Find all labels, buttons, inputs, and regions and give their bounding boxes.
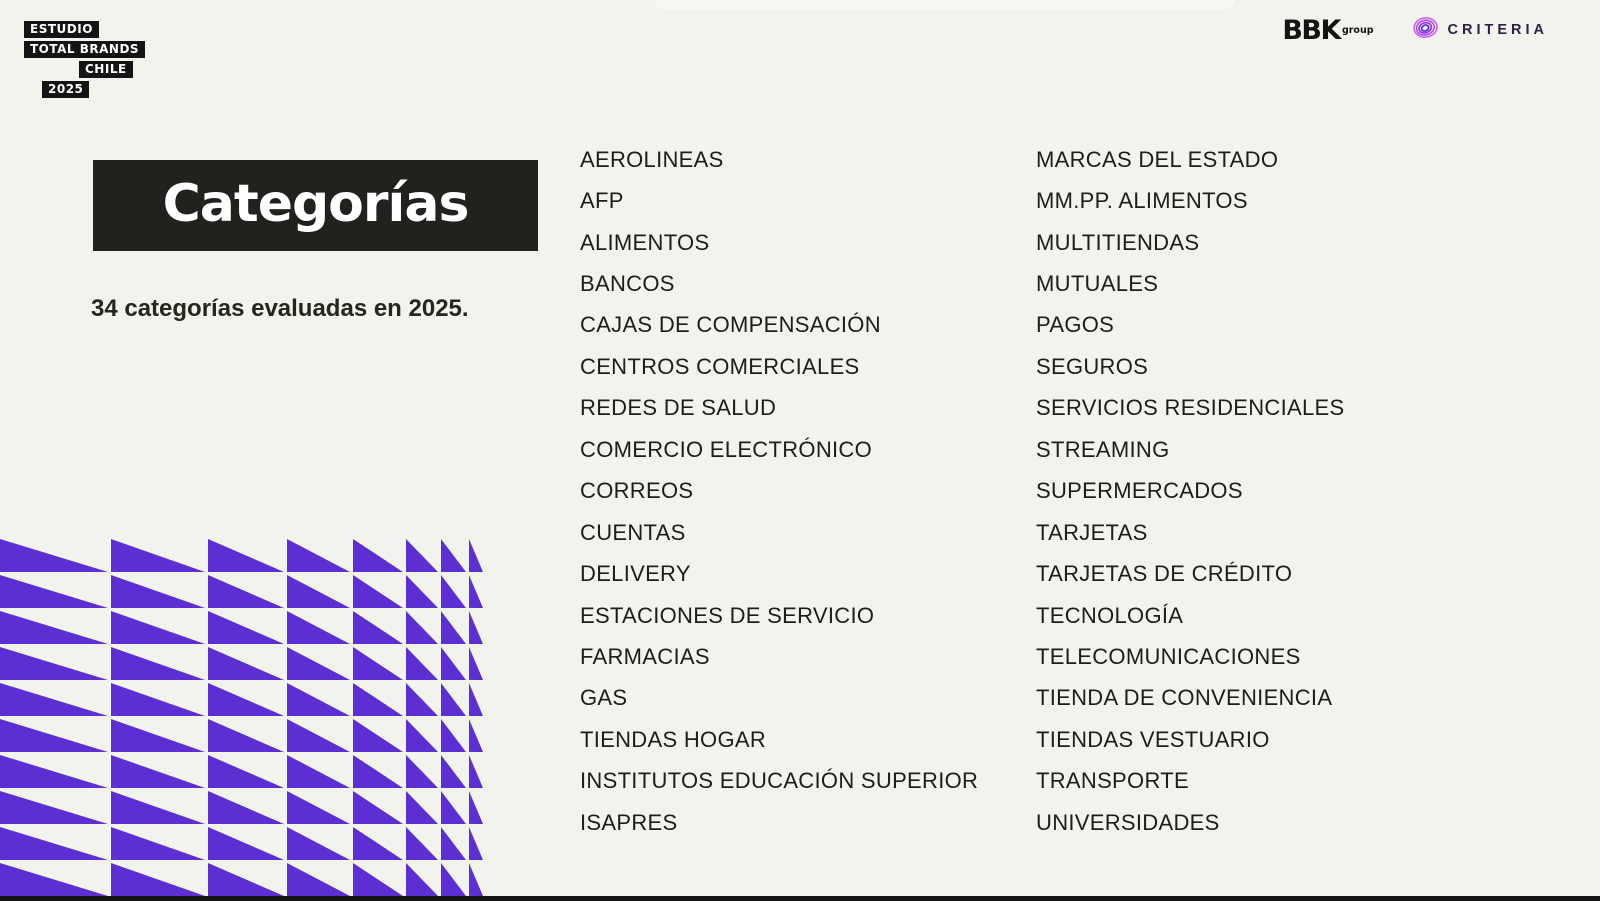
triangle-shape — [0, 683, 108, 716]
category-item: MM.PP. ALIMENTOS — [1036, 188, 1248, 214]
triangle-shape — [208, 827, 284, 860]
triangle-shape — [111, 575, 205, 608]
triangle-shape — [208, 755, 284, 788]
triangle-shape — [287, 575, 350, 608]
triangle-shape — [406, 539, 438, 572]
category-item: TELECOMUNICACIONES — [1036, 643, 1301, 669]
category-item: CAJAS DE COMPENSACIÓN — [580, 312, 881, 338]
triangle-shape — [406, 755, 438, 788]
category-item: AFP — [580, 188, 624, 214]
triangle-shape — [441, 683, 466, 716]
triangle-shape — [406, 647, 438, 680]
triangle-shape — [469, 611, 483, 644]
triangle-shape — [0, 755, 108, 788]
triangle-shape — [406, 791, 438, 824]
triangle-shape — [441, 647, 466, 680]
triangle-shape — [441, 719, 466, 752]
triangle-shape — [353, 755, 403, 788]
badge-2025: 2025 — [42, 81, 89, 98]
category-item: SEGUROS — [1036, 353, 1149, 379]
triangle-shape — [441, 575, 466, 608]
category-item: AEROLINEAS — [580, 146, 724, 172]
category-item: TRANSPORTE — [1036, 768, 1189, 794]
triangle-shape — [287, 539, 350, 572]
categories-column-right — [1036, 139, 1496, 843]
triangle-shape — [441, 755, 466, 788]
category-item: DELIVERY — [580, 561, 691, 587]
category-item: ALIMENTOS — [580, 229, 710, 255]
triangle-shape — [208, 719, 284, 752]
bbk-group-logo — [1282, 14, 1374, 46]
triangle-shape — [111, 863, 205, 896]
triangle-shape — [208, 791, 284, 824]
bbk-logo-suffix: group — [1341, 24, 1374, 36]
triangle-shape — [0, 719, 108, 752]
category-item: CENTROS COMERCIALES — [580, 353, 860, 379]
triangle-shape — [353, 791, 403, 824]
triangle-shape — [287, 791, 350, 824]
category-item: FARMACIAS — [580, 643, 710, 669]
triangle-shape — [111, 791, 205, 824]
triangle-shape — [469, 827, 483, 860]
triangle-shape — [353, 863, 403, 896]
triangle-pattern-decoration — [0, 536, 486, 896]
category-item: UNIVERSIDADES — [1036, 809, 1220, 835]
triangle-shape — [406, 575, 438, 608]
triangle-shape — [208, 611, 284, 644]
category-item: TARJETAS DE CRÉDITO — [1036, 561, 1293, 587]
category-item: TIENDAS VESTUARIO — [1036, 726, 1270, 752]
triangle-shape — [287, 719, 350, 752]
category-item: SUPERMERCADOS — [1036, 478, 1243, 504]
triangle-shape — [0, 647, 108, 680]
triangle-shape — [0, 611, 108, 644]
triangle-shape — [441, 791, 466, 824]
triangle-shape — [287, 863, 350, 896]
triangle-shape — [469, 863, 483, 896]
badge-chile: CHILE — [79, 61, 133, 78]
triangle-shape — [353, 539, 403, 572]
triangle-shape — [441, 827, 466, 860]
triangle-shape — [111, 539, 205, 572]
category-item: ESTACIONES DE SERVICIO — [580, 602, 875, 628]
category-item: INSTITUTOS EDUCACIÓN SUPERIOR — [580, 768, 979, 794]
triangle-shape — [287, 683, 350, 716]
criteria-logo-text: CRITERIA — [1447, 22, 1548, 38]
triangle-shape — [469, 647, 483, 680]
triangle-shape — [406, 863, 438, 896]
criteria-rings-icon — [1412, 14, 1439, 46]
triangle-shape — [469, 539, 483, 572]
triangle-shape — [0, 791, 108, 824]
category-item: MULTITIENDAS — [1036, 229, 1200, 255]
triangle-shape — [208, 683, 284, 716]
triangle-shape — [0, 539, 108, 572]
triangle-shape — [406, 827, 438, 860]
triangle-shape — [208, 575, 284, 608]
triangle-shape — [287, 755, 350, 788]
triangle-shape — [353, 683, 403, 716]
triangle-shape — [469, 683, 483, 716]
category-item: MARCAS DEL ESTADO — [1036, 146, 1279, 172]
category-item: TIENDAS HOGAR — [580, 726, 767, 752]
triangle-shape — [353, 575, 403, 608]
triangle-shape — [0, 827, 108, 860]
triangle-shape — [208, 539, 284, 572]
triangle-shape — [469, 719, 483, 752]
category-item: REDES DE SALUD — [580, 395, 777, 421]
triangle-shape — [441, 539, 466, 572]
triangle-shape — [353, 827, 403, 860]
triangle-shape — [469, 755, 483, 788]
triangle-shape — [469, 575, 483, 608]
triangle-shape — [353, 719, 403, 752]
triangle-shape — [111, 647, 205, 680]
triangle-shape — [406, 719, 438, 752]
category-item: STREAMING — [1036, 436, 1170, 462]
category-item: PAGOS — [1036, 312, 1115, 338]
badge-estudio: ESTUDIO — [24, 21, 99, 38]
window-top-strip — [655, 0, 1235, 9]
category-item: CORREOS — [580, 478, 694, 504]
criteria-logo — [1412, 14, 1548, 46]
category-item: TARJETAS — [1036, 519, 1148, 545]
triangle-shape — [111, 719, 205, 752]
bottom-bar — [0, 896, 1600, 901]
triangle-shape — [287, 827, 350, 860]
triangle-shape — [353, 611, 403, 644]
header-logos — [1282, 14, 1548, 46]
bbk-logo-text: BBK — [1282, 14, 1340, 46]
category-item: CUENTAS — [580, 519, 686, 545]
category-item: TIENDA DE CONVENIENCIA — [1036, 685, 1333, 711]
triangle-shape — [441, 611, 466, 644]
triangle-shape — [0, 575, 108, 608]
triangle-shape — [111, 827, 205, 860]
triangle-shape — [353, 647, 403, 680]
triangle-shape — [111, 611, 205, 644]
categories-column-left — [580, 139, 1030, 843]
triangle-shape — [111, 683, 205, 716]
category-item: ISAPRES — [580, 809, 678, 835]
triangle-shape — [208, 647, 284, 680]
subtitle: 34 categorías evaluadas en 2025. — [91, 295, 469, 322]
triangle-shape — [406, 611, 438, 644]
triangle-shape — [111, 755, 205, 788]
triangle-shape — [287, 647, 350, 680]
page-title: Categorías — [162, 173, 469, 234]
triangle-shape — [406, 683, 438, 716]
triangle-shape — [208, 863, 284, 896]
triangle-shape — [0, 863, 108, 896]
badge-total-brands: TOTAL BRANDS — [24, 41, 145, 58]
category-item: MUTUALES — [1036, 271, 1159, 297]
category-item: COMERCIO ELECTRÓNICO — [580, 436, 873, 462]
triangle-shape — [469, 791, 483, 824]
triangle-shape — [441, 863, 466, 896]
category-item: TECNOLOGÍA — [1036, 602, 1184, 628]
triangle-shape — [287, 611, 350, 644]
category-item: GAS — [580, 685, 628, 711]
estudio-total-brands-logo — [24, 20, 145, 100]
category-item: SERVICIOS RESIDENCIALES — [1036, 395, 1345, 421]
title-box — [93, 160, 538, 251]
category-item: BANCOS — [580, 271, 675, 297]
